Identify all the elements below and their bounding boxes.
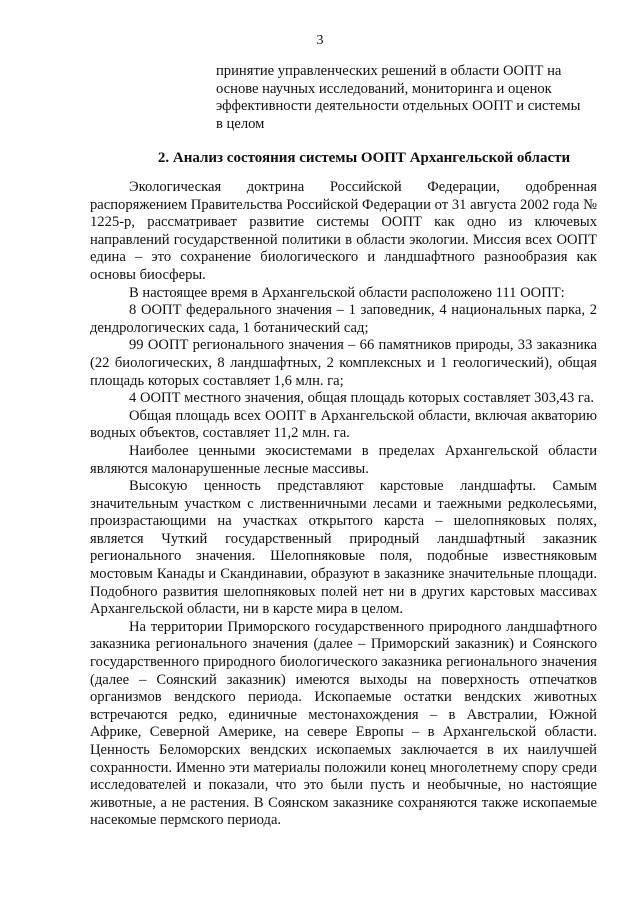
paragraph: 8 ООПТ федерального значения – 1 заповедник, 4 национальных парка, 2 дендрологических сада, 1 ботанический сад;: [90, 302, 597, 336]
page-number: 3: [316, 33, 324, 48]
paragraph: Экологическая доктрина Российской Федерации, одобренная распоряжением Правительства Российской Федерации от 31 августа 2002 года № 1225-р, рассматривает развитие системы ООПТ как одно из ключевых направлений государственной политики в области экологии. Миссия всех ООПТ едина – это сохранение биологического и ландшафтного разнообразия как основы биосферы.: [90, 179, 597, 283]
paragraph: 99 ООПТ регионального значения – 66 памятников природы, 33 заказника (22 биологических, 8 ландшафтных, 2 комплексных и 1 геологический), общая площадь которых составляет 1,6 млн. га;: [90, 337, 597, 389]
paragraph: В настоящее время в Архангельской области расположено 111 ООПТ:: [129, 284, 565, 301]
paragraph: Общая площадь всех ООПТ в Архангельской области, включая акваторию водных объектов, составляет 11,2 млн. га.: [90, 407, 597, 442]
body-text: [90, 179, 597, 830]
intro-block: [216, 63, 608, 133]
paragraph: Высокую ценность представляют карстовые ландшафты. Самым значительным участком с лиственничными лесами и таежными редколесьями, произрастающими на участках открытого карста – шелопняковых полях, является Чуткий государственный природный ландшафтный заказник регионального значения. Шелопняковые поля, подобные известняковым мостовым Канады и Скандинавии, образуют в заказнике значительные площади. Подобного развития шелопняковых полей нет ни в других карстовых массивах Архангельской области, ни в карсте мира в целом.: [90, 478, 597, 618]
intro-line: эффективности деятельности отдельных ООПТ и системы: [216, 98, 581, 115]
intro-line: основе научных исследований, мониторинга и оценок: [216, 80, 552, 97]
intro-line: принятие управленческих решений в области ООПТ на: [216, 63, 562, 79]
paragraph: Наиболее ценными экосистемами в пределах Архангельской области являются малонарушенные лесные массивы.: [90, 442, 597, 477]
paragraph: На территории Приморского государственного природного ландшафтного заказника регионального значения (далее – Приморский заказник) и Соянского государственного природного биологического заказника регионального значения (далее – Соянский заказник) имеются выходы на поверхность отпечатков организмов вендского периода. Ископаемые остатки вендских животных встречаются редко, единичные местонахождения – в Австралии, Южной Африке, Северной Америке, на севере Европы – в Архангельской области. Ценность Беломорских вендских ископаемых заключается в их наилучшей сохранности. Именно эти материалы положили конец многолетнему спору среди исследователей и показали, что это были пусть и необычные, но настоящие животные, а не растения. В Соянском заказнике сохраняются также ископаемые насекомые пермского периода.: [90, 618, 597, 829]
section-heading: 2. Анализ состояния системы ООПТ Архангельской области: [157, 150, 571, 166]
intro-line: в целом: [216, 115, 265, 132]
paragraph: 4 ООПТ местного значения, общая площадь которых составляет 303,43 га.: [129, 390, 594, 407]
